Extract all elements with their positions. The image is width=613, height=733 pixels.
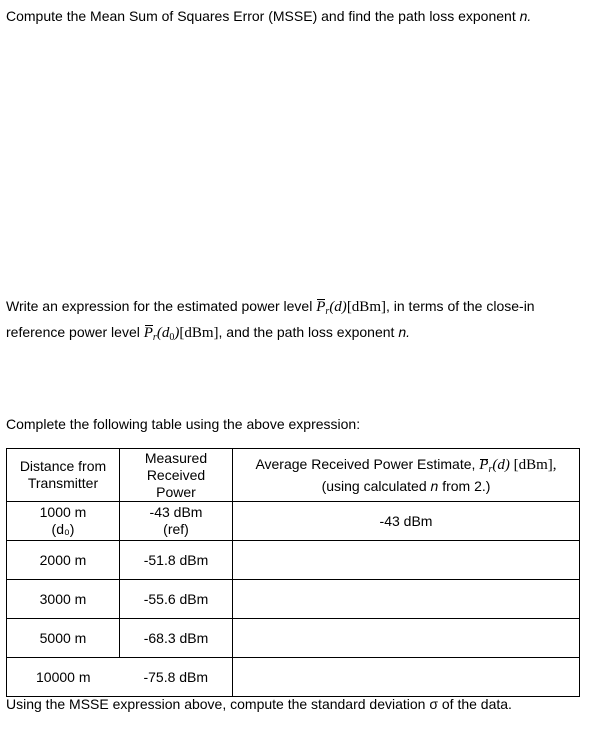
cell-measured: -51.8 dBm	[120, 541, 233, 580]
question-2-part3: , and the path loss exponent	[218, 324, 395, 340]
cell-measured: -68.3 dBm	[120, 619, 233, 658]
cell-measured: -55.6 dBm	[120, 580, 233, 619]
cell-estimate[interactable]	[233, 580, 580, 619]
table-header-row	[7, 449, 580, 502]
header-distance: Distance from Transmitter	[7, 449, 120, 502]
cell-distance: 5000 m	[7, 619, 120, 658]
table-row	[7, 541, 580, 580]
question-2-part2: , in terms of the close-in reference power level	[6, 298, 535, 340]
table-row	[7, 619, 580, 658]
cell-measured: -43 dBm (ref)	[120, 502, 233, 541]
question-3-text: Complete the following table using the above expression:	[6, 416, 361, 432]
path-loss-exponent-var: n.	[519, 8, 532, 24]
estimate-n-var: n	[430, 477, 439, 494]
question-4	[6, 694, 596, 715]
cell-estimate[interactable]	[233, 619, 580, 658]
cell-distance: 2000 m	[7, 541, 120, 580]
question-2-var: n.	[398, 324, 410, 340]
cell-distance: 10000 m	[7, 658, 120, 697]
estimate-expr: $P_r(d)$ [dBm],	[479, 456, 557, 475]
cell-estimate[interactable]	[233, 541, 580, 580]
question-3	[6, 414, 596, 435]
header-estimate: Average Received Power Estimate, $P_r(d)$ [dBm], (using calculated n from 2.)	[233, 449, 580, 502]
estimated-power-expr: $P_r(d)[dBm]$	[316, 299, 386, 317]
table-row	[7, 580, 580, 619]
cell-measured: -75.8 dBm	[120, 658, 233, 697]
cell-distance: 3000 m	[7, 580, 120, 619]
cell-distance: 1000 m (d₀)	[7, 502, 120, 541]
question-4-text: Using the MSSE expression above, compute the standard deviation σ of the data.	[6, 696, 512, 712]
question-1	[6, 6, 596, 27]
reference-power-expr: $P_r(d_0)[dBm]$	[143, 325, 219, 343]
question-1-text: Compute the Mean Sum of Squares Error (MSSE) and find the path loss exponent	[6, 8, 516, 24]
power-table	[6, 448, 580, 697]
question-2	[6, 296, 596, 348]
question-2-part1: Write an expression for the estimated power level	[6, 298, 313, 314]
table-row	[7, 658, 580, 697]
header-measured: Measured Received Power	[120, 449, 233, 502]
cell-estimate[interactable]	[233, 658, 580, 697]
cell-estimate[interactable]: -43 dBm	[233, 502, 580, 541]
table-row	[7, 502, 580, 541]
